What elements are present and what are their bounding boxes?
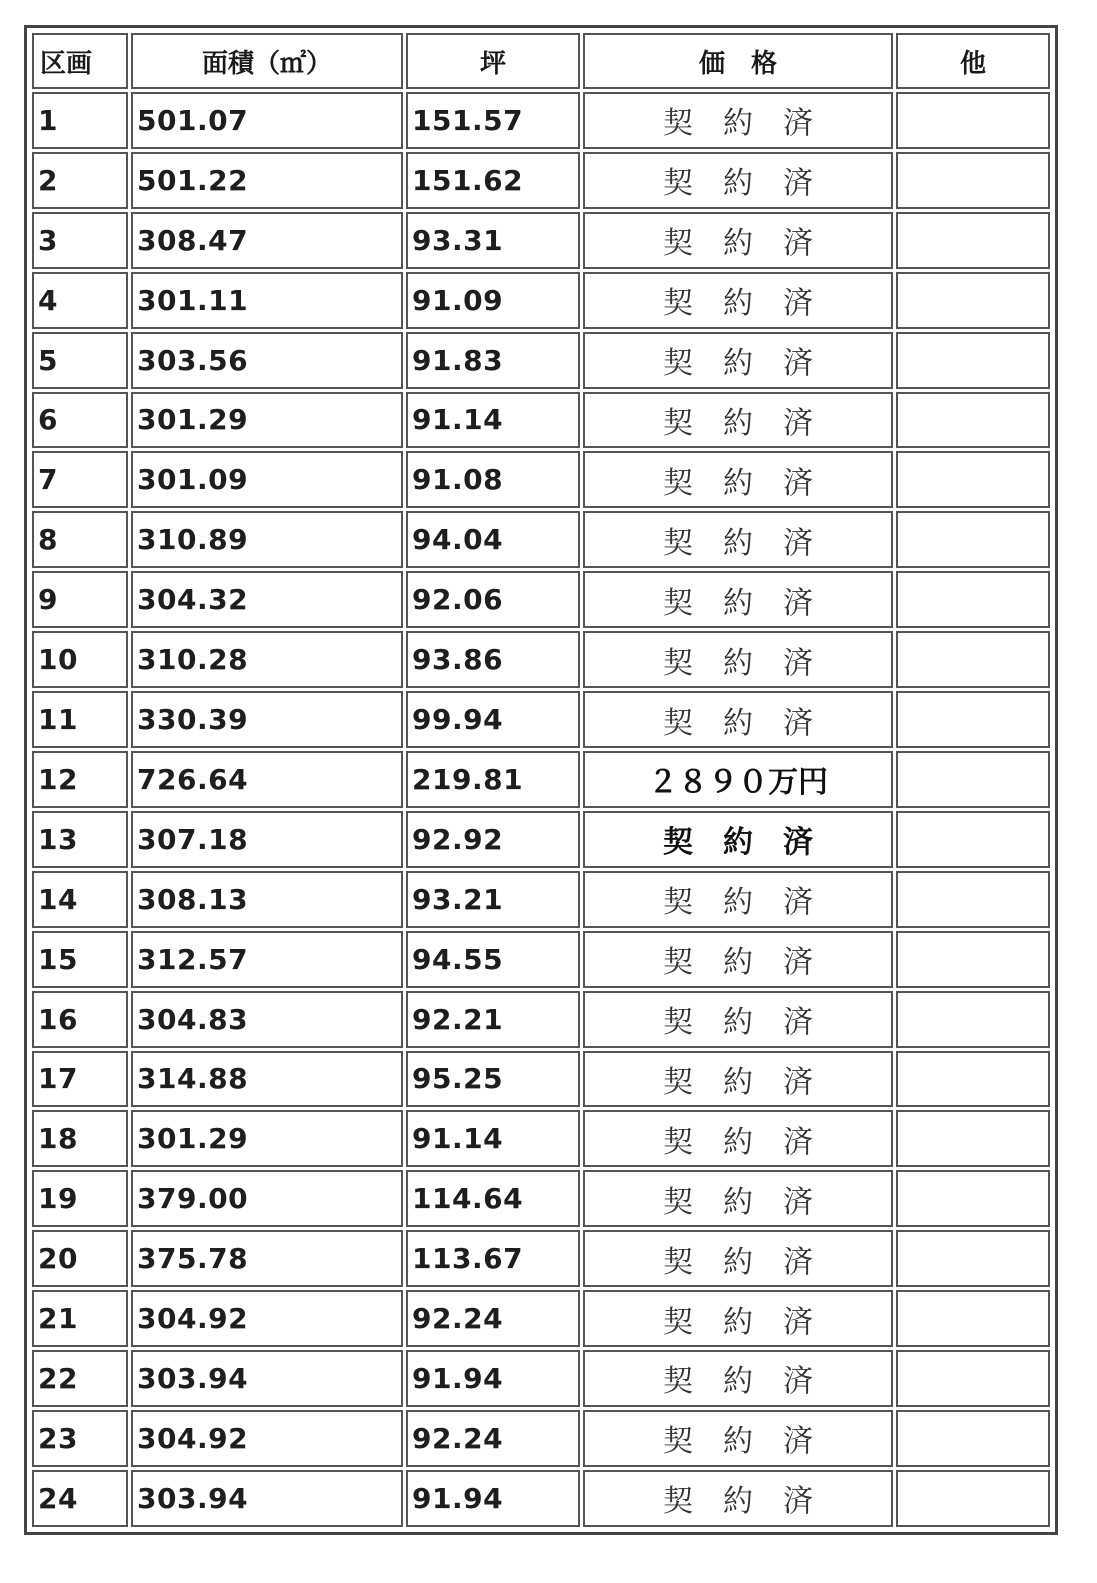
cell-other (896, 631, 1050, 688)
cell-price: 契 約 済 (583, 1350, 893, 1407)
cell-tsubo: 93.21 (406, 871, 580, 928)
cell-lot: 9 (32, 571, 128, 628)
cell-area: 726.64 (131, 751, 403, 808)
cell-other (896, 392, 1050, 449)
cell-price: 契 約 済 (583, 571, 893, 628)
cell-other (896, 1470, 1050, 1527)
table-row (32, 392, 1050, 449)
cell-lot: 19 (32, 1170, 128, 1227)
cell-area: 304.92 (131, 1410, 403, 1467)
cell-tsubo: 151.62 (406, 152, 580, 209)
cell-area: 501.22 (131, 152, 403, 209)
cell-price: 契 約 済 (583, 451, 893, 508)
cell-other (896, 212, 1050, 269)
cell-area: 330.39 (131, 691, 403, 748)
cell-lot: 23 (32, 1410, 128, 1467)
cell-area: 301.09 (131, 451, 403, 508)
cell-lot: 3 (32, 212, 128, 269)
cell-area: 301.29 (131, 1110, 403, 1167)
table-row (32, 571, 1050, 628)
cell-price: 契 約 済 (583, 871, 893, 928)
cell-tsubo: 92.92 (406, 811, 580, 868)
cell-price: 契 約 済 (583, 92, 893, 149)
table-row (32, 1410, 1050, 1467)
cell-area: 314.88 (131, 1051, 403, 1108)
cell-area: 303.94 (131, 1470, 403, 1527)
cell-area: 303.56 (131, 332, 403, 389)
cell-price: 契 約 済 (583, 1470, 893, 1527)
cell-price: 契 約 済 (583, 511, 893, 568)
cell-area: 301.11 (131, 272, 403, 329)
cell-tsubo: 91.83 (406, 332, 580, 389)
cell-area: 310.28 (131, 631, 403, 688)
cell-tsubo: 91.94 (406, 1350, 580, 1407)
cell-tsubo: 93.86 (406, 631, 580, 688)
header-lot: 区画 (32, 33, 128, 89)
cell-tsubo: 94.55 (406, 931, 580, 988)
cell-lot: 5 (32, 332, 128, 389)
cell-tsubo: 93.31 (406, 212, 580, 269)
cell-tsubo: 91.14 (406, 1110, 580, 1167)
cell-lot: 17 (32, 1051, 128, 1108)
cell-lot: 21 (32, 1290, 128, 1347)
cell-price: 契 約 済 (583, 392, 893, 449)
table-row (32, 931, 1050, 988)
cell-tsubo: 99.94 (406, 691, 580, 748)
lot-table (29, 30, 1053, 1530)
cell-price: 契 約 済 (583, 631, 893, 688)
cell-lot: 13 (32, 811, 128, 868)
cell-other (896, 691, 1050, 748)
cell-price: 契 約 済 (583, 212, 893, 269)
cell-lot: 8 (32, 511, 128, 568)
cell-price: 契 約 済 (583, 1170, 893, 1227)
table-row (32, 1170, 1050, 1227)
cell-tsubo: 91.09 (406, 272, 580, 329)
cell-other (896, 152, 1050, 209)
cell-tsubo: 219.81 (406, 751, 580, 808)
table-row (32, 152, 1050, 209)
table-row (32, 451, 1050, 508)
cell-lot: 6 (32, 392, 128, 449)
cell-tsubo: 94.04 (406, 511, 580, 568)
cell-area: 301.29 (131, 392, 403, 449)
cell-area: 304.92 (131, 1290, 403, 1347)
cell-other (896, 1410, 1050, 1467)
cell-area: 310.89 (131, 511, 403, 568)
table-row (32, 1051, 1050, 1108)
table-row (32, 1290, 1050, 1347)
cell-lot: 15 (32, 931, 128, 988)
table-row (32, 811, 1050, 868)
cell-other (896, 511, 1050, 568)
table-row (32, 272, 1050, 329)
cell-lot: 7 (32, 451, 128, 508)
cell-price: 契 約 済 (583, 1290, 893, 1347)
cell-area: 312.57 (131, 931, 403, 988)
cell-lot: 20 (32, 1230, 128, 1287)
cell-other (896, 92, 1050, 149)
cell-tsubo: 92.24 (406, 1410, 580, 1467)
table-row (32, 92, 1050, 149)
cell-other (896, 811, 1050, 868)
cell-price: 契 約 済 (583, 1051, 893, 1108)
cell-other (896, 871, 1050, 928)
cell-tsubo: 113.67 (406, 1230, 580, 1287)
cell-area: 308.47 (131, 212, 403, 269)
cell-other (896, 332, 1050, 389)
table-row (32, 991, 1050, 1048)
table-row (32, 332, 1050, 389)
header-other: 他 (896, 33, 1050, 89)
table-row (32, 1110, 1050, 1167)
cell-tsubo: 91.08 (406, 451, 580, 508)
header-price: 価 格 (583, 33, 893, 89)
cell-area: 375.78 (131, 1230, 403, 1287)
table-row (32, 511, 1050, 568)
header-area: 面積（㎡） (131, 33, 403, 89)
table-row (32, 1350, 1050, 1407)
cell-other (896, 1230, 1050, 1287)
cell-lot: 12 (32, 751, 128, 808)
cell-lot: 1 (32, 92, 128, 149)
cell-tsubo: 95.25 (406, 1051, 580, 1108)
cell-price: 契 約 済 (583, 332, 893, 389)
cell-price: 契 約 済 (583, 1110, 893, 1167)
cell-other (896, 991, 1050, 1048)
cell-area: 307.18 (131, 811, 403, 868)
cell-price: 契 約 済 (583, 1230, 893, 1287)
cell-lot: 4 (32, 272, 128, 329)
cell-other (896, 272, 1050, 329)
cell-price: 契 約 済 (583, 272, 893, 329)
cell-tsubo: 151.57 (406, 92, 580, 149)
cell-lot: 24 (32, 1470, 128, 1527)
cell-lot: 16 (32, 991, 128, 1048)
table-row (32, 631, 1050, 688)
cell-price: 契 約 済 (583, 152, 893, 209)
cell-other (896, 451, 1050, 508)
cell-tsubo: 92.24 (406, 1290, 580, 1347)
cell-price: 契 約 済 (583, 1410, 893, 1467)
cell-tsubo: 114.64 (406, 1170, 580, 1227)
cell-area: 304.32 (131, 571, 403, 628)
cell-lot: 11 (32, 691, 128, 748)
cell-other (896, 1170, 1050, 1227)
cell-lot: 10 (32, 631, 128, 688)
cell-area: 501.07 (131, 92, 403, 149)
cell-other (896, 751, 1050, 808)
cell-other (896, 571, 1050, 628)
cell-other (896, 1350, 1050, 1407)
cell-other (896, 1290, 1050, 1347)
cell-area: 304.83 (131, 991, 403, 1048)
cell-other (896, 931, 1050, 988)
table-row (32, 1230, 1050, 1287)
table-row (32, 691, 1050, 748)
cell-price: 契 約 済 (583, 991, 893, 1048)
cell-tsubo: 92.21 (406, 991, 580, 1048)
lot-rows (32, 92, 1050, 1527)
cell-tsubo: 91.94 (406, 1470, 580, 1527)
cell-lot: 18 (32, 1110, 128, 1167)
cell-price: 契 約 済 (583, 811, 893, 868)
table-row (32, 751, 1050, 808)
cell-price: 契 約 済 (583, 931, 893, 988)
cell-area: 303.94 (131, 1350, 403, 1407)
cell-lot: 14 (32, 871, 128, 928)
cell-price: ２８９０万円 (583, 751, 893, 808)
header-tsubo: 坪 (406, 33, 580, 89)
cell-tsubo: 92.06 (406, 571, 580, 628)
cell-other (896, 1051, 1050, 1108)
cell-lot: 2 (32, 152, 128, 209)
cell-other (896, 1110, 1050, 1167)
table-row (32, 1470, 1050, 1527)
table-row (32, 871, 1050, 928)
table-row (32, 212, 1050, 269)
cell-tsubo: 91.14 (406, 392, 580, 449)
cell-area: 379.00 (131, 1170, 403, 1227)
cell-lot: 22 (32, 1350, 128, 1407)
lot-price-sheet (24, 25, 1058, 1535)
header-row (32, 33, 1050, 89)
cell-area: 308.13 (131, 871, 403, 928)
cell-price: 契 約 済 (583, 691, 893, 748)
